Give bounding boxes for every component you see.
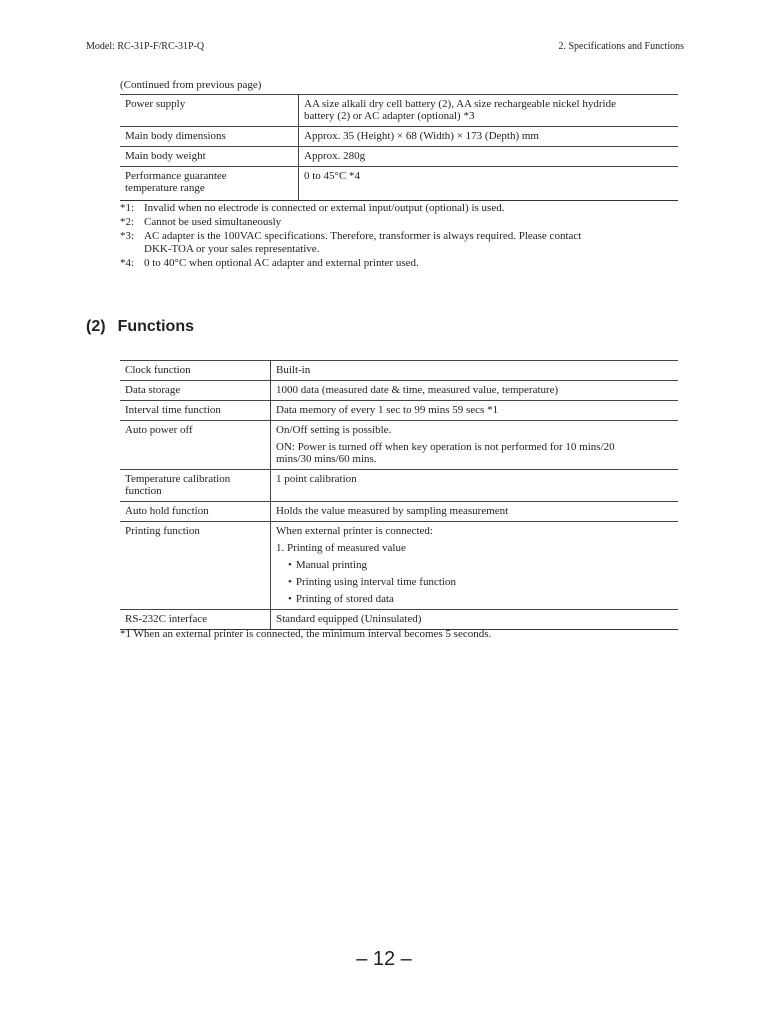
spec-table — [120, 94, 678, 201]
bullet-item: • Printing of stored data — [276, 593, 673, 605]
function-value: Data memory of every 1 sec to 99 mins 59 secs *1 — [271, 401, 679, 421]
table-row — [120, 502, 678, 522]
note-text: Invalid when no electrode is connected or external input/output (optional) is used. — [144, 202, 505, 214]
section-heading — [86, 318, 194, 336]
note-text-line: AC adapter is the 100VAC specifications. Therefore, transformer is always required. Please contact — [144, 230, 582, 242]
spec-label-power-supply: Power supply — [120, 95, 299, 127]
note-key: *2: — [120, 216, 135, 228]
function-value: Built-in — [271, 361, 679, 381]
note-item — [120, 216, 680, 229]
function-value-line: 1. Printing of measured value — [276, 542, 406, 554]
table-row — [120, 95, 678, 127]
function-value — [271, 522, 679, 610]
function-value-line: On/Off setting is possible. — [276, 424, 392, 436]
functions-table — [120, 360, 678, 630]
note-key: *3: — [120, 230, 135, 242]
spec-value-dimensions: Approx. 35 (Height) × 68 (Width) × 173 (Depth) mm — [299, 127, 679, 147]
spec-value-line: battery (2) or AC adapter (optional) *3 — [304, 110, 475, 122]
spec-label-dimensions: Main body dimensions — [120, 127, 299, 147]
table-row — [120, 381, 678, 401]
continued-label: (Continued from previous page) — [120, 79, 262, 91]
note-item — [120, 257, 680, 270]
section-number: (2) — [86, 318, 106, 335]
header-model: Model: RC-31P-F/RC-31P-Q — [86, 41, 205, 52]
bullet-item: • Printing using interval time function — [276, 576, 673, 588]
spec-value-weight: Approx. 280g — [299, 147, 679, 167]
table-row — [120, 361, 678, 381]
note-key: *1: — [120, 202, 135, 214]
function-label: RS-232C interface — [120, 610, 271, 630]
function-value: Holds the value measured by sampling measurement — [271, 502, 679, 522]
header-section: 2. Specifications and Functions — [558, 41, 684, 52]
function-value — [271, 421, 679, 470]
spec-label-line: Performance guarantee — [125, 170, 227, 182]
note-text — [144, 230, 581, 256]
function-value-line: ON: Power is turned off when key operation is not performed for 10 mins/20 — [276, 441, 615, 453]
spec-label-temperature-range — [120, 167, 299, 201]
note-text-line: DKK-TOA or your sales representative. — [144, 243, 320, 255]
spec-label-line: temperature range — [125, 182, 205, 194]
table-row — [120, 522, 678, 610]
functions-footnote: *1 When an external printer is connected, the minimum interval becomes 5 seconds. — [120, 628, 492, 640]
function-label: Data storage — [120, 381, 271, 401]
function-value: Standard equipped (Uninsulated) — [271, 610, 679, 630]
page-number: – 12 – — [356, 948, 412, 970]
table-row — [120, 401, 678, 421]
function-label-line: function — [125, 485, 162, 497]
table-row — [120, 147, 678, 167]
note-text: 0 to 40°C when optional AC adapter and external printer used. — [144, 257, 419, 269]
function-label: Auto power off — [120, 421, 271, 470]
function-label: Printing function — [120, 522, 271, 610]
section-title: Functions — [117, 318, 194, 335]
function-label-line: Temperature calibration — [125, 473, 231, 485]
function-label: Auto hold function — [120, 502, 271, 522]
table-row — [120, 470, 678, 502]
table-row — [120, 421, 678, 470]
spec-value-power-supply — [299, 95, 679, 127]
note-item — [120, 202, 680, 215]
table-row — [120, 167, 678, 201]
function-label — [120, 470, 271, 502]
function-label: Clock function — [120, 361, 271, 381]
spec-label-weight: Main body weight — [120, 147, 299, 167]
table-row — [120, 610, 678, 630]
function-value: 1000 data (measured date & time, measured value, temperature) — [271, 381, 679, 401]
function-value: 1 point calibration — [271, 470, 679, 502]
spec-notes — [120, 202, 680, 271]
note-item — [120, 230, 680, 256]
spec-value-line: AA size alkali dry cell battery (2), AA size rechargeable nickel hydride — [304, 98, 616, 110]
note-key: *4: — [120, 257, 135, 269]
table-row — [120, 127, 678, 147]
note-text: Cannot be used simultaneously — [144, 216, 282, 228]
function-value-line: mins/30 mins/60 mins. — [276, 453, 377, 465]
bullet-item: • Manual printing — [276, 559, 673, 571]
function-label: Interval time function — [120, 401, 271, 421]
spec-value-temperature-range: 0 to 45°C *4 — [299, 167, 679, 201]
function-value-line: When external printer is connected: — [276, 525, 433, 537]
